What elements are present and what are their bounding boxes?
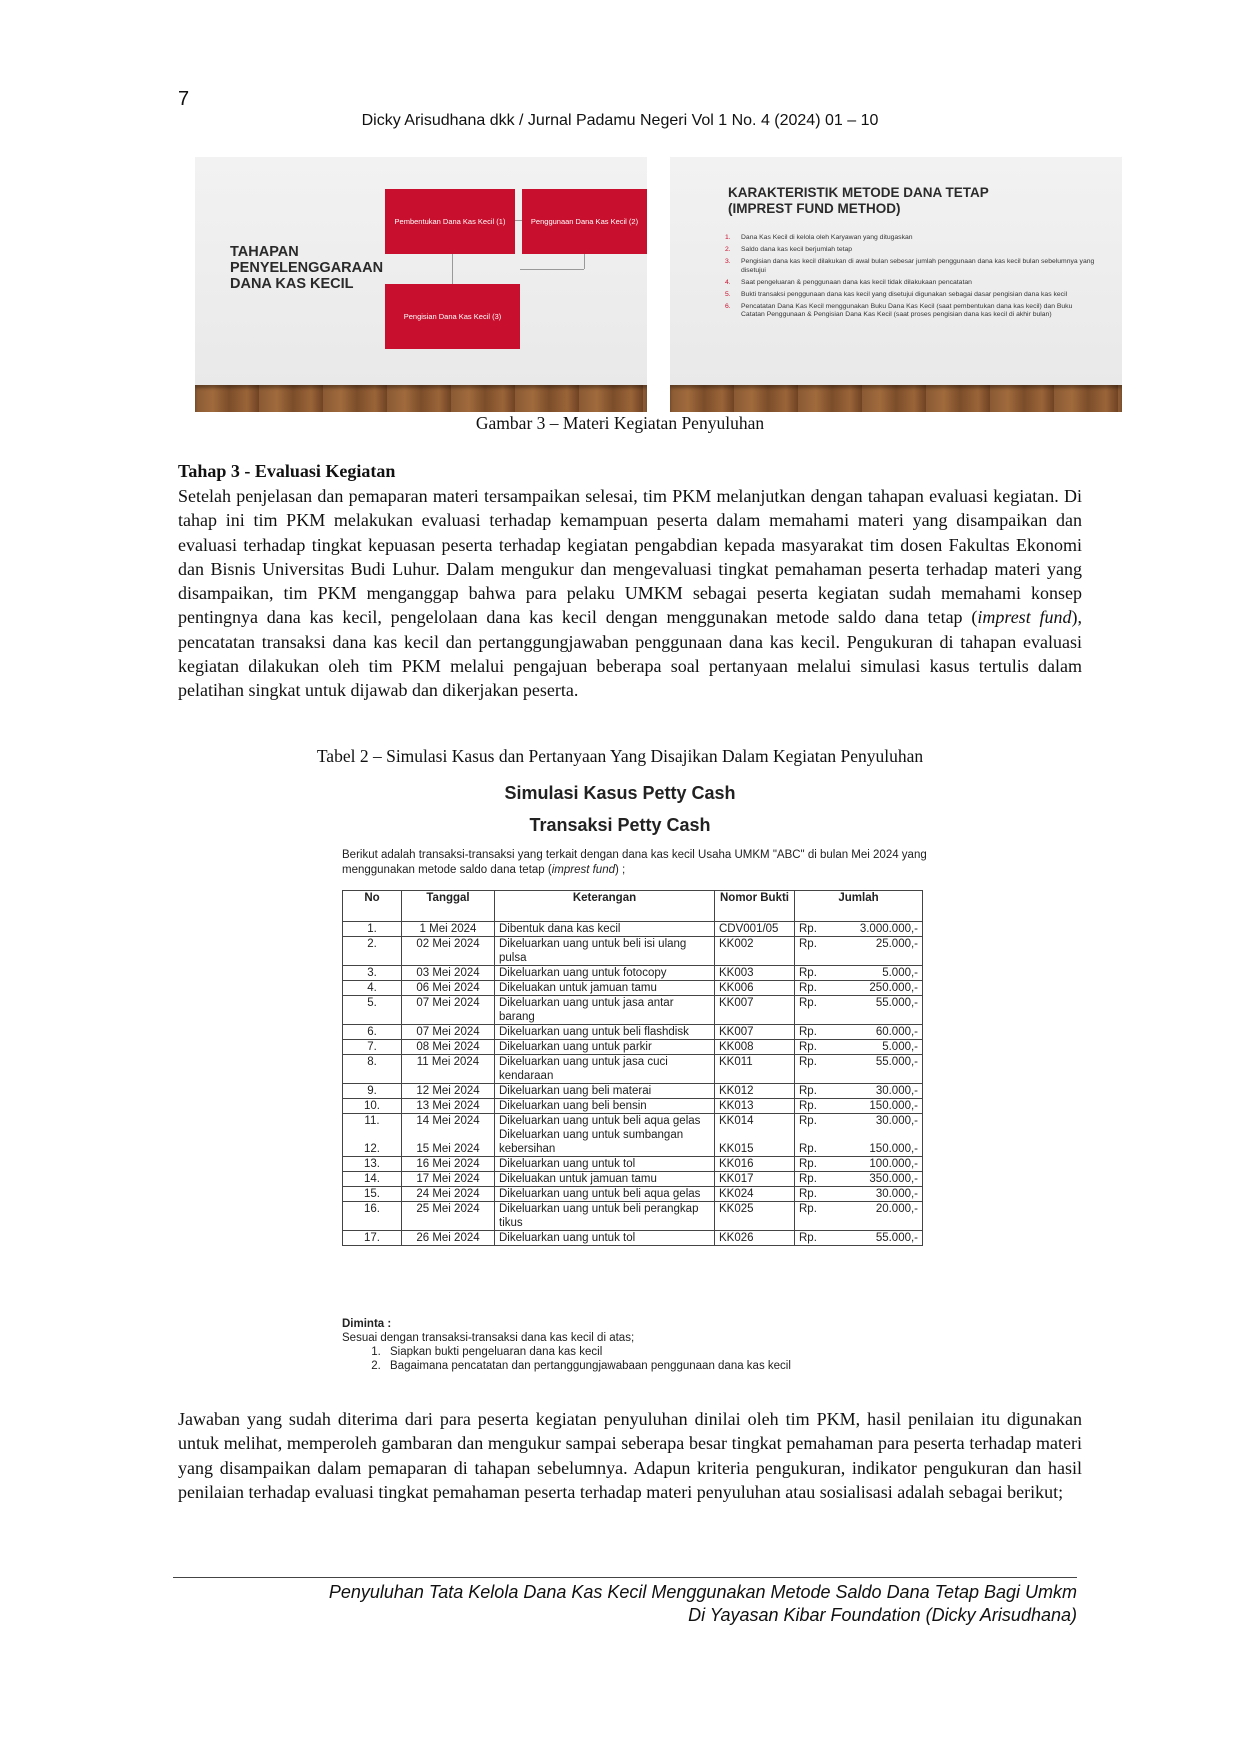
- cell-currency: Rp.: [795, 996, 823, 1025]
- table-row: [343, 1172, 923, 1187]
- cell-currency: Rp.: [795, 937, 823, 966]
- cell-no: 10.: [343, 1099, 402, 1114]
- slide-list-number: 2.: [725, 246, 731, 254]
- slide-title: TAHAPAN PENYELENGGARAAN DANA KAS KECIL: [230, 244, 384, 292]
- cell-nomor-bukti: KK026: [715, 1231, 795, 1246]
- cell-jumlah: 30.000,-: [823, 1187, 923, 1202]
- header-tanggal: Tanggal: [402, 891, 495, 922]
- cell-keterangan: Dikeluarkan uang beli bensin: [495, 1099, 715, 1114]
- cell-jumlah: 100.000,-: [823, 1157, 923, 1172]
- cell-jumlah: 250.000,-: [823, 981, 923, 996]
- table-header-row: [343, 891, 923, 922]
- cell-no: 8.: [343, 1055, 402, 1084]
- table-row: [343, 1040, 923, 1055]
- cell-tanggal: 03 Mei 2024: [402, 966, 495, 981]
- cell-keterangan: Dikeluakan untuk jamuan tamu: [495, 981, 715, 996]
- cell-tanggal: 11 Mei 2024: [402, 1055, 495, 1084]
- slide-list-item: [725, 279, 1095, 287]
- cell-tanggal: 12 Mei 2024: [402, 1084, 495, 1099]
- cell-no: 2.: [343, 937, 402, 966]
- table-row: [343, 1202, 923, 1231]
- case-subtitle: Transaksi Petty Cash: [529, 815, 711, 835]
- cell-tanggal: 02 Mei 2024: [402, 937, 495, 966]
- table-row: [343, 1114, 923, 1157]
- cell-keterangan: Dikeluakan untuk jamuan tamu: [495, 1172, 715, 1187]
- slide-list-item: [725, 258, 1095, 274]
- cell-keterangan: Dikeluarkan uang untuk jasa antar barang: [495, 996, 715, 1025]
- petty-cash-table: [342, 890, 923, 1246]
- cell-tanggal: 26 Mei 2024: [402, 1231, 495, 1246]
- slide-list-number: 5.: [725, 291, 731, 299]
- table-row: [343, 966, 923, 981]
- section-title: Tahap 3 - Evaluasi Kegiatan: [178, 461, 396, 481]
- slide-list-item: [725, 234, 1095, 242]
- cell-currency: Rp.: [795, 1055, 823, 1084]
- step-box-penggunaan: Penggunaan Dana Kas Kecil (2): [522, 189, 647, 254]
- cell-keterangan: Dikeluarkan uang untuk beli flashdisk: [495, 1025, 715, 1040]
- cell-currency: Rp.: [795, 981, 823, 996]
- connector-line: [584, 254, 585, 269]
- cell-no: 3.: [343, 966, 402, 981]
- header-nomor-bukti: Nomor Bukti: [715, 891, 795, 922]
- slide-list-number: 4.: [725, 278, 731, 286]
- step-box-pengisian: Pengisian Dana Kas Kecil (3): [385, 284, 520, 349]
- cell-jumlah: 5.000,-: [823, 1040, 923, 1055]
- cell-no: 11. 12.: [343, 1114, 402, 1157]
- cell-nomor-bukti: KK006: [715, 981, 795, 996]
- cell-keterangan: Dikeluarkan uang untuk beli aqua gelas Dikeluarkan uang untuk sumbangan kebersihan: [495, 1114, 715, 1157]
- header-keterangan: Keterangan: [495, 891, 715, 922]
- text-run-italic: imprest fund: [977, 607, 1072, 628]
- table-row: [343, 1157, 923, 1172]
- slide-list-text: Saat pengeluaran & penggunaan dana kas kecil tidak dilakukaan pencatatan: [741, 278, 972, 286]
- cell-jumlah: 55.000,-: [823, 996, 923, 1025]
- cell-nomor-bukti: KK024: [715, 1187, 795, 1202]
- cell-jumlah: 150.000,-: [823, 1099, 923, 1114]
- table-row: [343, 1231, 923, 1246]
- cell-keterangan: Dikeluarkan uang untuk beli perangkap tikus: [495, 1202, 715, 1231]
- slide-karakteristik: [670, 157, 1122, 412]
- cell-jumlah: 55.000,-: [823, 1055, 923, 1084]
- cell-keterangan: Dikeluarkan uang untuk beli aqua gelas: [495, 1187, 715, 1202]
- cell-currency: Rp.: [795, 1187, 823, 1202]
- cell-currency: Rp.: [795, 1202, 823, 1231]
- cell-no: 9.: [343, 1084, 402, 1099]
- slide-title-line: (IMPREST FUND METHOD): [728, 201, 901, 216]
- diminta-intro: Sesuai dengan transaksi-transaksi dana kas kecil di atas;: [342, 1332, 635, 1344]
- text-run: ) ;: [615, 864, 626, 876]
- text-run: Berikut adalah transaksi-transaksi yang terkait dengan dana kas kecil Usaha UMKM "ABC" di bulan Mei 2024 yang menggunakan metode saldo dana tetap (: [342, 849, 927, 876]
- cell-no: 1.: [343, 922, 402, 937]
- slide-list-number: 6.: [725, 303, 731, 311]
- slide-title: [728, 185, 989, 217]
- cell-jumlah: 350.000,-: [823, 1172, 923, 1187]
- cell-keterangan: Dikeluarkan uang untuk fotocopy: [495, 966, 715, 981]
- cell-nomor-bukti: KK016: [715, 1157, 795, 1172]
- cell-no: 4.: [343, 981, 402, 996]
- cell-currency: Rp.: [795, 1084, 823, 1099]
- cell-tanggal: 25 Mei 2024: [402, 1202, 495, 1231]
- cell-tanggal: 06 Mei 2024: [402, 981, 495, 996]
- footer-line: Di Yayasan Kibar Foundation (Dicky Arisudhana): [688, 1605, 1077, 1625]
- cell-nomor-bukti: KK007: [715, 996, 795, 1025]
- cell-no: 7.: [343, 1040, 402, 1055]
- running-header: Dicky Arisudhana dkk / Jurnal Padamu Negeri Vol 1 No. 4 (2024) 01 – 10: [361, 112, 879, 129]
- cell-jumlah: 30.000,-: [823, 1084, 923, 1099]
- connector-line: [515, 220, 522, 221]
- cell-no: 17.: [343, 1231, 402, 1246]
- cell-tanggal: 16 Mei 2024: [402, 1157, 495, 1172]
- cell-currency: Rp.: [795, 1172, 823, 1187]
- cell-tanggal: 1 Mei 2024: [402, 922, 495, 937]
- body-paragraph: Jawaban yang sudah diterima dari para peserta kegiatan penyuluhan dinilai oleh tim PKM, hasil penilaian itu digunakan untuk melihat, memperoleh gambaran dan mengukur sampai seberapa besar tingkat pemahaman para peserta terhadap materi yang disampaikan dalam pemaparan di tahapan sebelumnya. Adapun kriteria pengukuran, indikator pengukuran dan hasil penilaian terhadap evaluasi tingkat pemahaman peserta terhadap materi penyuluhan atau sosialisasi adalah sebagai berikut;: [178, 1409, 1082, 1502]
- slide-list: [725, 234, 1095, 324]
- cell-currency: Rp.: [795, 966, 823, 981]
- cell-currency: Rp.: [795, 1099, 823, 1114]
- cell-keterangan: Dikeluarkan uang untuk tol: [495, 1157, 715, 1172]
- step-box-pembentukan: Pembentukan Dana Kas Kecil (1): [385, 189, 515, 254]
- cell-tanggal: 13 Mei 2024: [402, 1099, 495, 1114]
- table-row: [343, 981, 923, 996]
- text-run: Setelah penjelasan dan pemaparan materi tersampaikan selesai, tim PKM melanjutkan dengan tahapan evaluasi kegiatan. Di tahap ini tim PKM melakukan evaluasi terhadap kemampuan peserta dalam memahami materi yang disampaikan dan evaluasi terhadap tingkat kepuasan peserta terhadap kegiatan pengabdian kepada masyarakat tim dosen Fakultas Ekonomi dan Bisnis Universitas Budi Luhur. Dalam mengukur dan mengevaluasi tingkat pemahaman peserta terhadap materi yang disampaikan, tim PKM menganggap bahwa para pelaku UMKM sebagai peserta kegiatan sudah memahami konsep pentingnya dana kas kecil, pengelolaan dana kas kecil dengan menggunakan metode saldo dana tetap (: [178, 486, 1082, 628]
- diminta-list: [342, 1345, 902, 1373]
- cell-keterangan: Dikeluarkan uang untuk parkir: [495, 1040, 715, 1055]
- connector-line: [520, 269, 584, 270]
- connector-line: [452, 254, 453, 284]
- diminta-title: Diminta :: [342, 1318, 392, 1330]
- table-row: [343, 996, 923, 1025]
- cell-nomor-bukti: KK017: [715, 1172, 795, 1187]
- wood-floor: [195, 385, 647, 412]
- slide-list-item: [725, 303, 1095, 319]
- wood-floor: [670, 385, 1122, 412]
- figure-caption: Gambar 3 – Materi Kegiatan Penyuluhan: [475, 413, 765, 433]
- footer-line: Penyuluhan Tata Kelola Dana Kas Kecil Menggunakan Metode Saldo Dana Tetap Bagi Umkm: [328, 1582, 1077, 1602]
- table-row: [343, 1187, 923, 1202]
- slide-tahapan: [195, 157, 647, 412]
- cell-tanggal: 14 Mei 2024 15 Mei 2024: [402, 1114, 495, 1157]
- cell-keterangan: Dikeluarkan uang untuk tol: [495, 1231, 715, 1246]
- cell-no: 6.: [343, 1025, 402, 1040]
- table-row: [343, 1099, 923, 1114]
- text-run-italic: imprest fund: [551, 864, 615, 876]
- slide-list-item: [725, 291, 1095, 299]
- text-run: ), pencatatan transaksi dana kas kecil dan pertanggungjawaban penggunaan dana kas kecil. Pengukuran di tahapan evaluasi kegiatan dilakukan oleh tim PKM melalui pengajuan beberapa soal pertanyaan melalui simulasi kasus tertulis dalam pelatihan singkat untuk dijawab dan dikerjakan peserta.: [178, 607, 1082, 701]
- cell-no: 13.: [343, 1157, 402, 1172]
- cell-nomor-bukti: KK014 KK015: [715, 1114, 795, 1157]
- body-paragraph: [178, 484, 1082, 703]
- table-row: [343, 1084, 923, 1099]
- slide-title-line: KARAKTERISTIK METODE DANA TETAP: [728, 185, 989, 200]
- footer: [178, 1581, 1077, 1627]
- cell-jumlah: 20.000,-: [823, 1202, 923, 1231]
- cell-nomor-bukti: KK007: [715, 1025, 795, 1040]
- cell-jumlah: 30.000,- 150.000,-: [823, 1114, 923, 1157]
- cell-currency: Rp.: [795, 1231, 823, 1246]
- cell-nomor-bukti: KK011: [715, 1055, 795, 1084]
- cell-keterangan: Dikeluarkan uang beli materai: [495, 1084, 715, 1099]
- slide-list-item: [725, 246, 1095, 254]
- cell-no: 5.: [343, 996, 402, 1025]
- cell-nomor-bukti: KK002: [715, 937, 795, 966]
- cell-nomor-bukti: KK025: [715, 1202, 795, 1231]
- page-number: 7: [178, 88, 190, 110]
- cell-keterangan: Dibentuk dana kas kecil: [495, 922, 715, 937]
- table-row: [343, 1025, 923, 1040]
- table-caption: Tabel 2 – Simulasi Kasus dan Pertanyaan Yang Disajikan Dalam Kegiatan Penyuluhan: [316, 746, 924, 766]
- table-row: [343, 1055, 923, 1084]
- slide-list-number: 1.: [725, 234, 731, 241]
- case-intro: [342, 848, 932, 878]
- diminta-item: 2. Bagaimana pencatatan dan pertanggungjawabaan penggunaan dana kas kecil: [384, 1359, 902, 1373]
- cell-currency: Rp.: [795, 922, 823, 937]
- cell-keterangan: Dikeluarkan uang untuk jasa cuci kendaraan: [495, 1055, 715, 1084]
- slide-list-text: Saldo dana kas kecil berjumlah tetap: [741, 246, 853, 254]
- cell-no: 15.: [343, 1187, 402, 1202]
- header-no: No: [343, 891, 402, 922]
- cell-nomor-bukti: KK012: [715, 1084, 795, 1099]
- cell-currency: Rp.: [795, 1157, 823, 1172]
- cell-tanggal: 07 Mei 2024: [402, 996, 495, 1025]
- cell-tanggal: 07 Mei 2024: [402, 1025, 495, 1040]
- cell-jumlah: 55.000,-: [823, 1231, 923, 1246]
- cell-jumlah: 25.000,-: [823, 937, 923, 966]
- footer-rule: [173, 1577, 1077, 1578]
- diminta-item: 1. Siapkan bukti pengeluaran dana kas kecil: [384, 1345, 902, 1359]
- cell-jumlah: 60.000,-: [823, 1025, 923, 1040]
- cell-jumlah: 3.000.000,-: [823, 922, 923, 937]
- slide-list-text: Pencatatan Dana Kas Kecil menggunakan Buku Dana Kas Kecil (saat pembentukan dana kas kecil) dan Buku Catatan Penggunaan & Pengisian Dana Kas Kecil (saat proses pengisian dana kas kecil di akhir bulan): [741, 303, 1073, 319]
- slide-list-number: 3.: [725, 258, 731, 266]
- cell-currency: Rp.: [795, 1040, 823, 1055]
- case-title: Simulasi Kasus Petty Cash: [504, 783, 736, 803]
- cell-tanggal: 24 Mei 2024: [402, 1187, 495, 1202]
- cell-no: 16.: [343, 1202, 402, 1231]
- slide-list-text: Dana Kas Kecil di kelola oleh Karyawan yang ditugaskan: [741, 234, 913, 241]
- table-row: [343, 937, 923, 966]
- cell-nomor-bukti: KK003: [715, 966, 795, 981]
- slide-list-text: Bukti transaksi penggunaan dana kas kecil yang disetujui digunakan sebagai dasar pengisian dana kas kecil: [741, 291, 1068, 299]
- cell-tanggal: 08 Mei 2024: [402, 1040, 495, 1055]
- slide-list-text: Pengisian dana kas kecil dilakukan di awal bulan sebesar jumlah penggunaan dana kas kecil bulan sebelumnya yang disetujui: [741, 258, 1095, 274]
- cell-nomor-bukti: KK013: [715, 1099, 795, 1114]
- diminta-block: [342, 1317, 902, 1373]
- header-jumlah: Jumlah: [795, 891, 923, 922]
- table-row: [343, 922, 923, 937]
- cell-tanggal: 17 Mei 2024: [402, 1172, 495, 1187]
- cell-keterangan: Dikeluarkan uang untuk beli isi ulang pulsa: [495, 937, 715, 966]
- cell-nomor-bukti: CDV001/05: [715, 922, 795, 937]
- cell-currency: Rp. Rp.: [795, 1114, 823, 1157]
- cell-jumlah: 5.000,-: [823, 966, 923, 981]
- cell-nomor-bukti: KK008: [715, 1040, 795, 1055]
- cell-currency: Rp.: [795, 1025, 823, 1040]
- cell-no: 14.: [343, 1172, 402, 1187]
